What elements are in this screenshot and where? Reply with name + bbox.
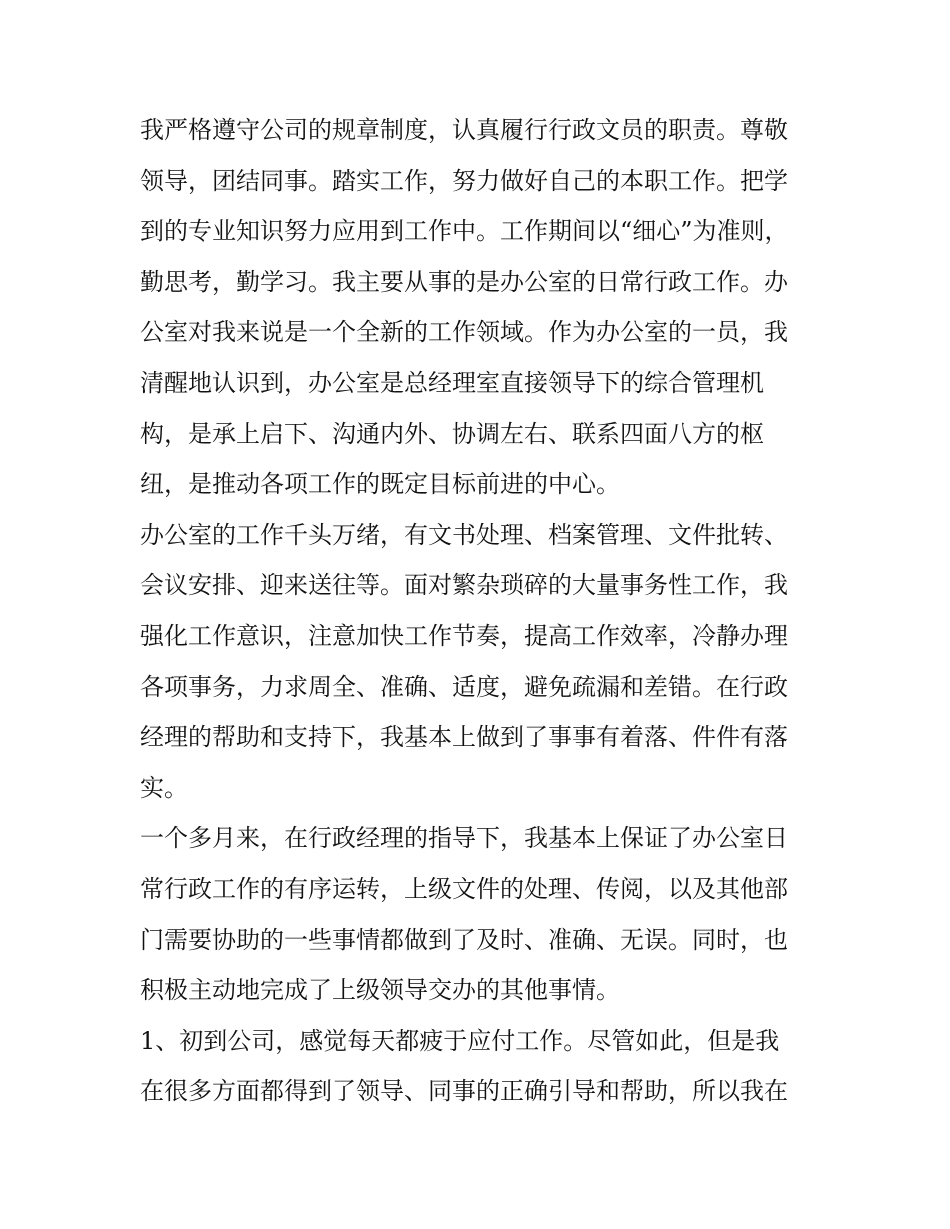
document-body [140, 105, 820, 1117]
text-line: 1、初到公司，感觉每天都疲于应付工作。尽管如此，但是我 [140, 1026, 780, 1055]
text-line: 各项事务，力求周全、准确、适度，避免疏漏和差错。在行政 [140, 672, 788, 701]
text-line: 积极主动地完成了上级领导交办的其他事情。 [140, 976, 620, 1005]
text-line: 领导，团结同事。踏实工作，努力做好自己的本职工作。把学 [140, 166, 788, 195]
text-line: 在很多方面都得到了领导、同事的正确引导和帮助，所以我在 [140, 1077, 788, 1106]
text-line: 实。 [140, 773, 188, 802]
text-line: 办公室的工作千头万绪，有文书处理、档案管理、文件批转、 [140, 520, 788, 549]
text-line: 纽，是推动各项工作的既定目标前进的中心。 [140, 470, 620, 499]
text-line: 构，是承上启下、沟通内外、协调左右、联系四面八方的枢 [140, 419, 764, 448]
text-line: 常行政工作的有序运转，上级文件的处理、传阅，以及其他部 [140, 874, 788, 903]
text-line: 到的专业知识努力应用到工作中。工作期间以“细心”为准则， [140, 217, 789, 246]
text-line: 会议安排、迎来送往等。面对繁杂琐碎的大量事务性工作，我 [140, 571, 788, 600]
text-line: 门需要协助的一些事情都做到了及时、准确、无误。同时，也 [140, 925, 788, 954]
text-line: 我严格遵守公司的规章制度，认真履行行政文员的职责。尊敬 [140, 116, 788, 144]
text-line: 公室对我来说是一个全新的工作领域。作为办公室的一员，我 [140, 318, 788, 347]
text-line: 清醒地认识到，办公室是总经理室直接领导下的综合管理机 [140, 368, 764, 397]
text-line: 经理的帮助和支持下，我基本上做到了事事有着落、件件有落 [140, 723, 788, 752]
text-line: 勤思考，勤学习。我主要从事的是办公室的日常行政工作。办 [140, 267, 788, 296]
text-line: 一个多月来，在行政经理的指导下，我基本上保证了办公室日 [140, 824, 788, 853]
text-line: 强化工作意识，注意加快工作节奏，提高工作效率，冷静办理 [140, 621, 788, 650]
